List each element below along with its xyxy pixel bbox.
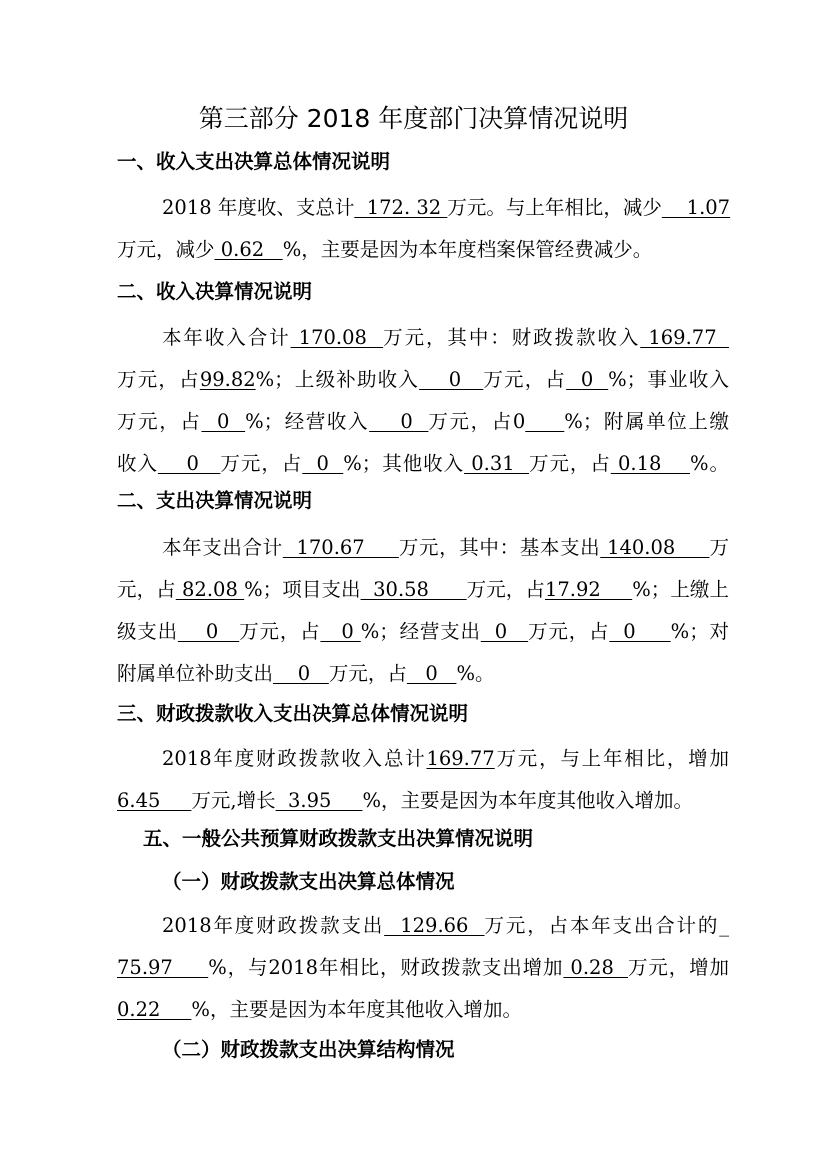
paragraph-line: 万元，占99.82%；上级补助收入 0 万元，占 0 %；事业收入 — [117, 368, 729, 391]
paragraph-line: 6.45 万元,增长 3.95 %，主要是因为本年度其他收入增加。 — [117, 789, 693, 812]
subsection-heading-expenditure-structure: （二）财政拨款支出决算结构情况 — [162, 1038, 455, 1061]
paragraph-line: 附属单位补助支出 0 万元，占 0 %。 — [117, 662, 495, 685]
paragraph-line: 本年支出合计 170.67 万元，其中：基本支出 140.08 万 — [162, 536, 729, 559]
paragraph-line: 万元，占 0 %；经营收入 0 万元，占0 %；附属单位上缴 — [117, 410, 729, 433]
page-title: 第三部分 2018 年度部门决算情况说明 — [198, 104, 629, 133]
paragraph-line: 0.22 %，主要是因为本年度其他收入增加。 — [117, 998, 522, 1021]
section-heading-income-expense-overview: 一、收入支出决算总体情况说明 — [117, 150, 391, 173]
paragraph-line: 万元，减少 0.62 %，主要是因为本年度档案保管经费减少。 — [117, 238, 653, 261]
paragraph-line: 收入 0 万元，占 0 %；其他收入 0.31 万元，占 0.18 %。 — [117, 452, 730, 475]
subsection-heading-expenditure-overview: （一）财政拨款支出决算总体情况 — [162, 870, 455, 893]
section-heading-fiscal-appropriation-overview: 三、财政拨款收入支出决算总体情况说明 — [117, 702, 469, 725]
paragraph-line: 级支出 0 万元，占 0 %；经营支出 0 万元，占 0 %；对 — [117, 620, 729, 643]
paragraph-line: 2018 年度收、支总计 172. 32 万元。与上年相比，减少 1.07 — [162, 196, 731, 219]
paragraph-line: 元，占 82.08 %；项目支出 30.58 万元，占17.92 %；上缴上 — [117, 578, 729, 601]
paragraph-line: 75.97 %，与2018年相比，财政拨款支出增加 0.28 万元，增加 — [117, 956, 729, 979]
section-heading-expenditure: 二、支出决算情况说明 — [117, 489, 313, 512]
section-heading-general-budget-expenditure: 五、一般公共预算财政拨款支出决算情况说明 — [143, 827, 534, 850]
paragraph-line: 本年收入合计 170.08 万元，其中：财政拨款收入 169.77 — [162, 326, 729, 349]
section-heading-income: 二、收入决算情况说明 — [117, 280, 313, 303]
paragraph-line: 2018年度财政拨款收入总计169.77万元，与上年相比，增加 — [162, 747, 729, 770]
paragraph-line: 2018年度财政拨款支出 129.66 万元，占本年支出合计的_ — [162, 914, 729, 937]
